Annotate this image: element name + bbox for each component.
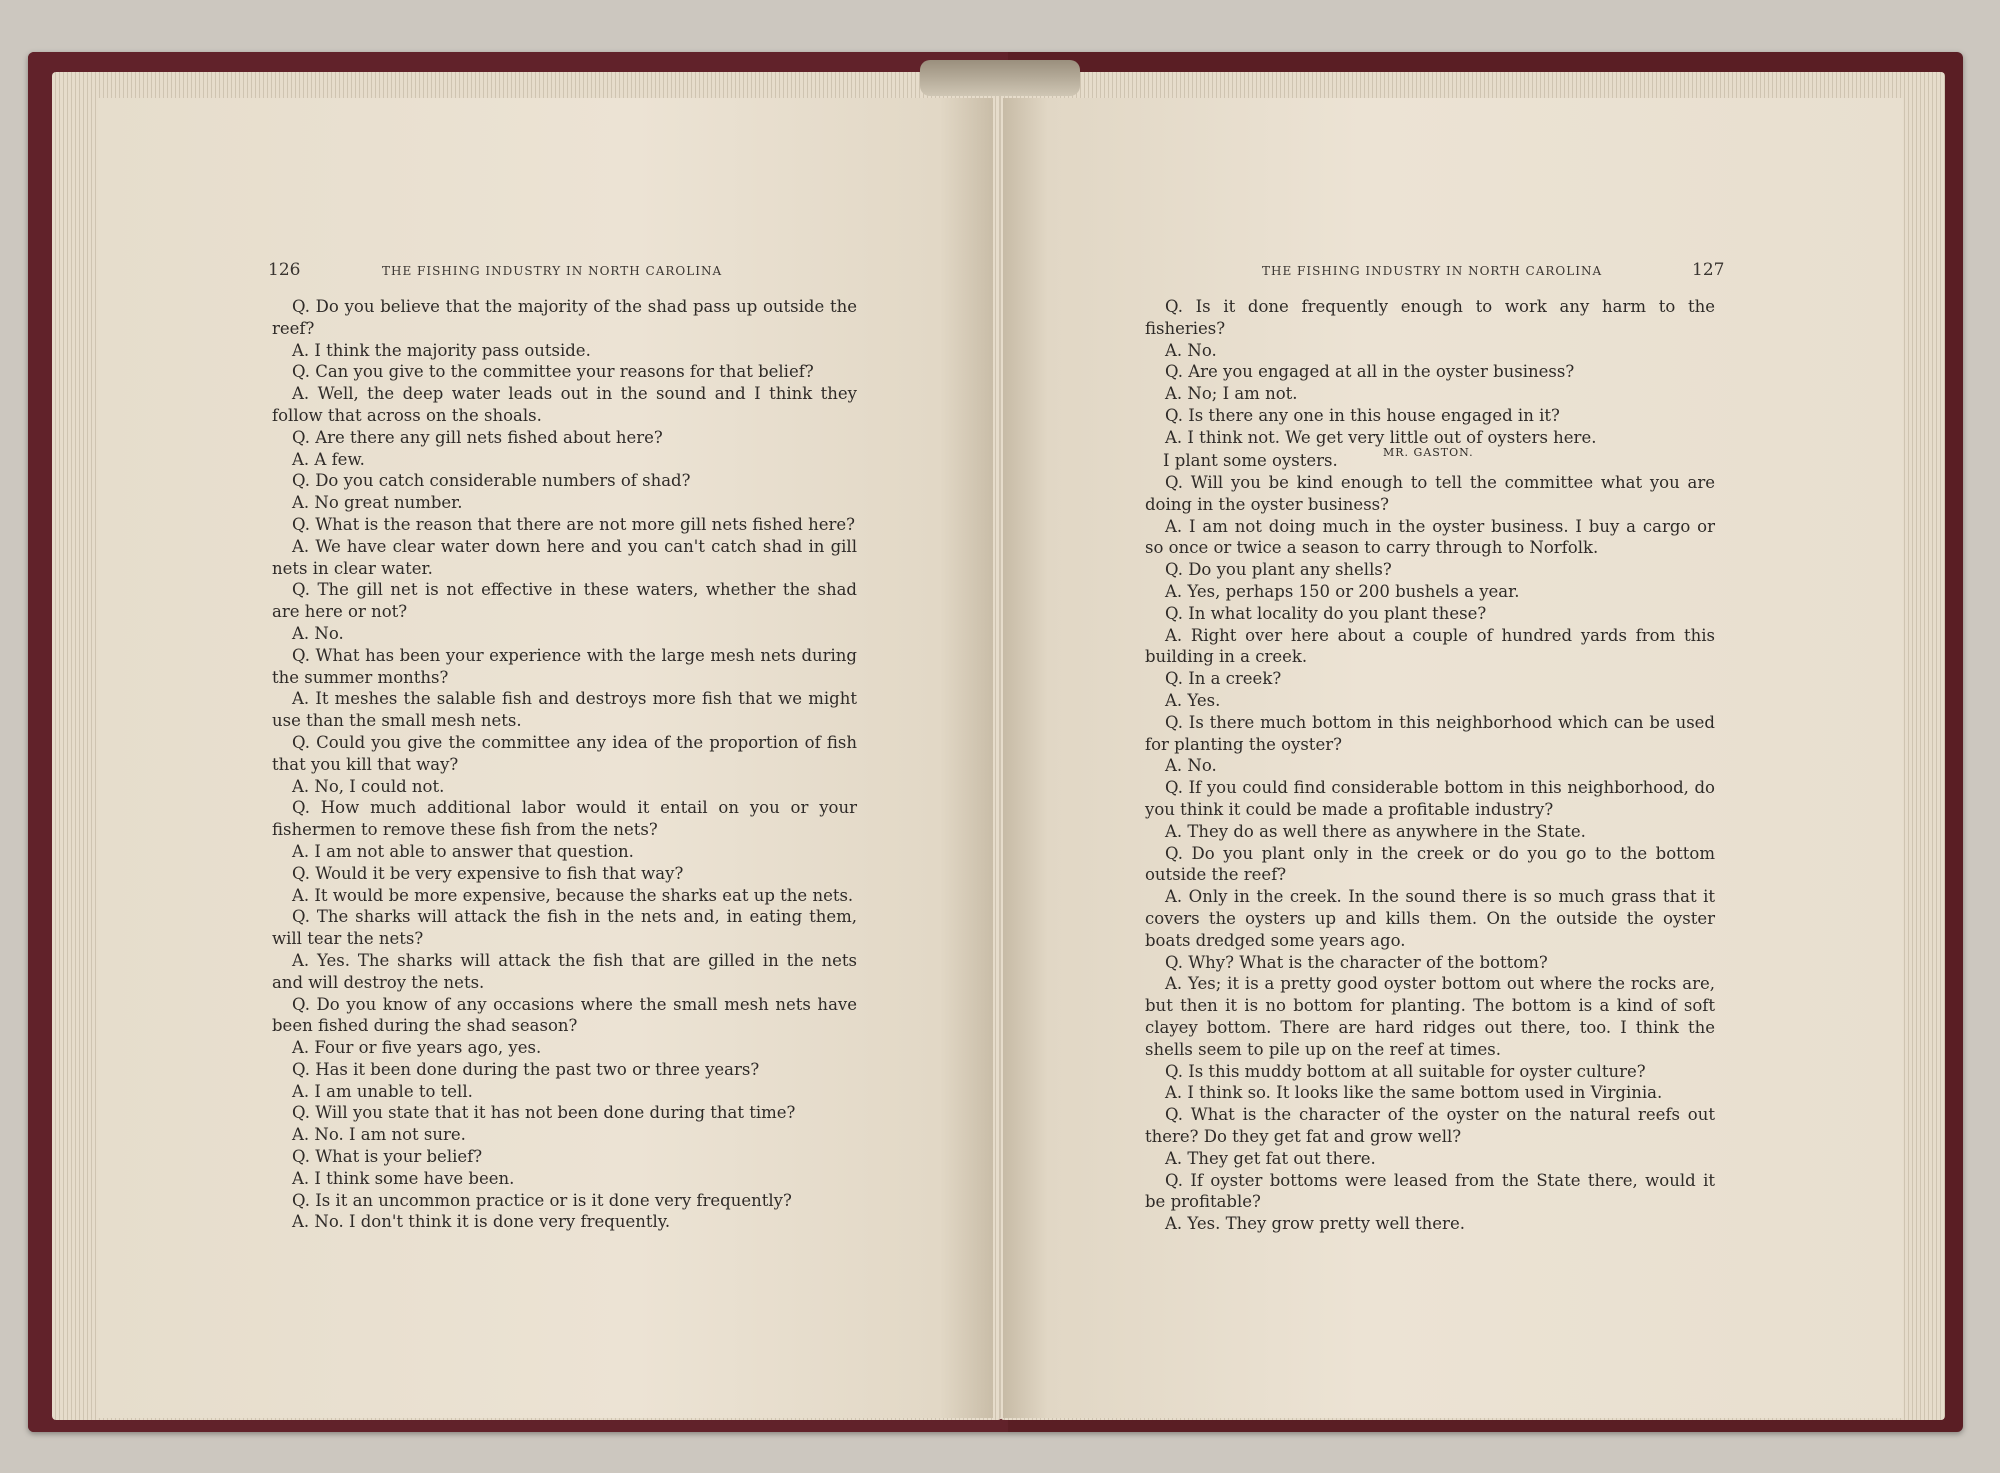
qa-paragraph: A. No. (1165, 756, 1217, 776)
qa-paragraph: Q. Do you plant any shells? (1165, 560, 1392, 580)
right-page-text-top (1145, 296, 1715, 449)
speaker-line: I plant some oysters. (1163, 451, 1338, 470)
qa-paragraph: A. Yes; it is a pretty good oyster bottom out where the rocks are, but then it is no bottom for planting. The bottom is a kind of soft clayey bottom. There are hard ridges out there, too. I think the shells seem to pile up on the reef at times. (1145, 974, 1715, 1059)
qa-paragraph: A. Yes, perhaps 150 or 200 bushels a year. (1165, 581, 1520, 601)
qa-paragraph: Q. Will you state that it has not been done during that time? (292, 1103, 796, 1123)
qa-paragraph: Q. In what locality do you plant these? (1165, 603, 1487, 623)
qa-paragraph: Q. Is there any one in this house engaged in it? (1165, 405, 1560, 425)
qa-paragraph: Q. Are you engaged at all in the oyster business? (1165, 362, 1575, 382)
qa-paragraph: Q. If oyster bottoms were leased from the State there, would it be profitable? (1145, 1170, 1715, 1212)
qa-paragraph: A. No. I am not sure. (292, 1125, 466, 1145)
qa-paragraph: A. We have clear water down here and you can't catch shad in gill nets in clear water. (272, 536, 857, 578)
qa-paragraph: A. No. (292, 623, 344, 643)
qa-paragraph: A. They get fat out there. (1165, 1148, 1376, 1168)
right-page-number: 127 (1692, 260, 1725, 280)
qa-paragraph: Q. How much additional labor would it entail on you or your fishermen to remove these fish from the nets? (272, 798, 857, 840)
qa-paragraph: A. A few. (292, 449, 365, 469)
left-page-text (272, 296, 857, 1233)
qa-paragraph: Q. Do you catch considerable numbers of shad? (292, 471, 691, 491)
qa-paragraph: A. I think the majority pass outside. (292, 340, 591, 360)
qa-paragraph: A. No. (1165, 340, 1217, 360)
qa-paragraph: Q. Will you be kind enough to tell the committee what you are doing in the oyster business? (1145, 473, 1715, 514)
qa-paragraph: A. No; I am not. (1165, 384, 1298, 404)
qa-paragraph: Q. What has been your experience with the large mesh nets during the summer months? (272, 645, 857, 687)
qa-paragraph: Q. Can you give to the committee your reasons for that belief? (292, 362, 814, 382)
qa-paragraph: A. Only in the creek. In the sound there is so much grass that it covers the oysters up and kills them. On the outside the oyster boats dredged some years ago. (1145, 887, 1715, 950)
qa-paragraph: Q. In a creek? (1165, 669, 1282, 689)
left-page-number: 126 (268, 260, 301, 280)
qa-paragraph: A. Right over here about a couple of hundred yards from this building in a creek. (1145, 625, 1715, 667)
qa-paragraph: A. No great number. (292, 493, 463, 513)
book-spine (920, 60, 1080, 96)
qa-paragraph: Q. Could you give the committee any idea of the proportion of fish that you kill that way? (272, 732, 857, 774)
qa-paragraph: A. Well, the deep water leads out in the sound and I think they follow that across on the shoals. (272, 384, 857, 425)
speaker-heading: MR. GASTON. (1383, 446, 1474, 459)
left-running-head: THE FISHING INDUSTRY IN NORTH CAROLINA (382, 264, 723, 278)
qa-paragraph: Q. Do you believe that the majority of the shad pass up outside the reef? (272, 297, 857, 338)
qa-paragraph: A. No. I don't think it is done very frequently. (292, 1212, 671, 1232)
qa-paragraph: Q. Do you know of any occasions where the small mesh nets have been fished during the shad season? (272, 994, 857, 1036)
qa-paragraph: A. I think some have been. (292, 1168, 515, 1188)
right-running-head: THE FISHING INDUSTRY IN NORTH CAROLINA (1262, 264, 1603, 278)
right-page-text-bottom (1145, 472, 1715, 1235)
qa-paragraph: Q. Would it be very expensive to fish that way? (292, 863, 684, 883)
qa-paragraph: Q. What is the reason that there are not more gill nets fished here? (292, 514, 855, 534)
qa-paragraph: A. It meshes the salable fish and destroys more fish that we might use than the small mesh nets. (272, 689, 857, 731)
qa-paragraph: A. I think so. It looks like the same bottom used in Virginia. (1165, 1083, 1663, 1103)
qa-paragraph: Q. Do you plant only in the creek or do you go to the bottom outside the reef? (1145, 843, 1715, 885)
qa-paragraph: A. I am unable to tell. (292, 1081, 473, 1101)
qa-paragraph: A. Yes. (1165, 690, 1221, 710)
qa-paragraph: Q. Why? What is the character of the bottom? (1165, 952, 1548, 972)
qa-paragraph: Q. Has it been done during the past two or three years? (292, 1059, 760, 1079)
qa-paragraph: Q. What is the character of the oyster on the natural reefs out there? Do they get fat and grow well? (1145, 1105, 1715, 1146)
qa-paragraph: Q. The sharks will attack the fish in the nets and, in eating them, will tear the nets? (272, 907, 857, 949)
qa-paragraph: A. They do as well there as anywhere in the State. (1165, 821, 1586, 841)
qa-paragraph: Q. Is it done frequently enough to work any harm to the fisheries? (1145, 297, 1715, 338)
qa-paragraph: A. Yes. They grow pretty well there. (1165, 1214, 1465, 1234)
qa-paragraph: Q. Is there much bottom in this neighborhood which can be used for planting the oyster? (1145, 712, 1715, 754)
qa-paragraph: Q. If you could find considerable bottom in this neighborhood, do you think it could be made a profitable industry? (1145, 778, 1715, 819)
qa-paragraph: A. Four or five years ago, yes. (292, 1038, 542, 1058)
qa-paragraph: A. I am not able to answer that question. (292, 841, 634, 861)
qa-paragraph: Q. Is this muddy bottom at all suitable for oyster culture? (1165, 1061, 1646, 1081)
qa-paragraph: Q. The gill net is not effective in these waters, whether the shad are here or not? (272, 580, 857, 622)
qa-paragraph: A. No, I could not. (292, 776, 445, 796)
qa-paragraph: A. I think not. We get very little out of oysters here. (1165, 427, 1597, 447)
qa-paragraph: A. I am not doing much in the oyster business. I buy a cargo or so once or twice a season to carry through to Norfolk. (1145, 516, 1715, 558)
qa-paragraph: A. It would be more expensive, because the sharks eat up the nets. (292, 885, 854, 905)
qa-paragraph: Q. Is it an uncommon practice or is it done very frequently? (292, 1190, 792, 1210)
qa-paragraph: Q. What is your belief? (292, 1147, 483, 1167)
qa-paragraph: Q. Are there any gill nets fished about here? (292, 427, 663, 447)
qa-paragraph: A. Yes. The sharks will attack the fish that are gilled in the nets and will destroy the nets. (272, 950, 857, 992)
